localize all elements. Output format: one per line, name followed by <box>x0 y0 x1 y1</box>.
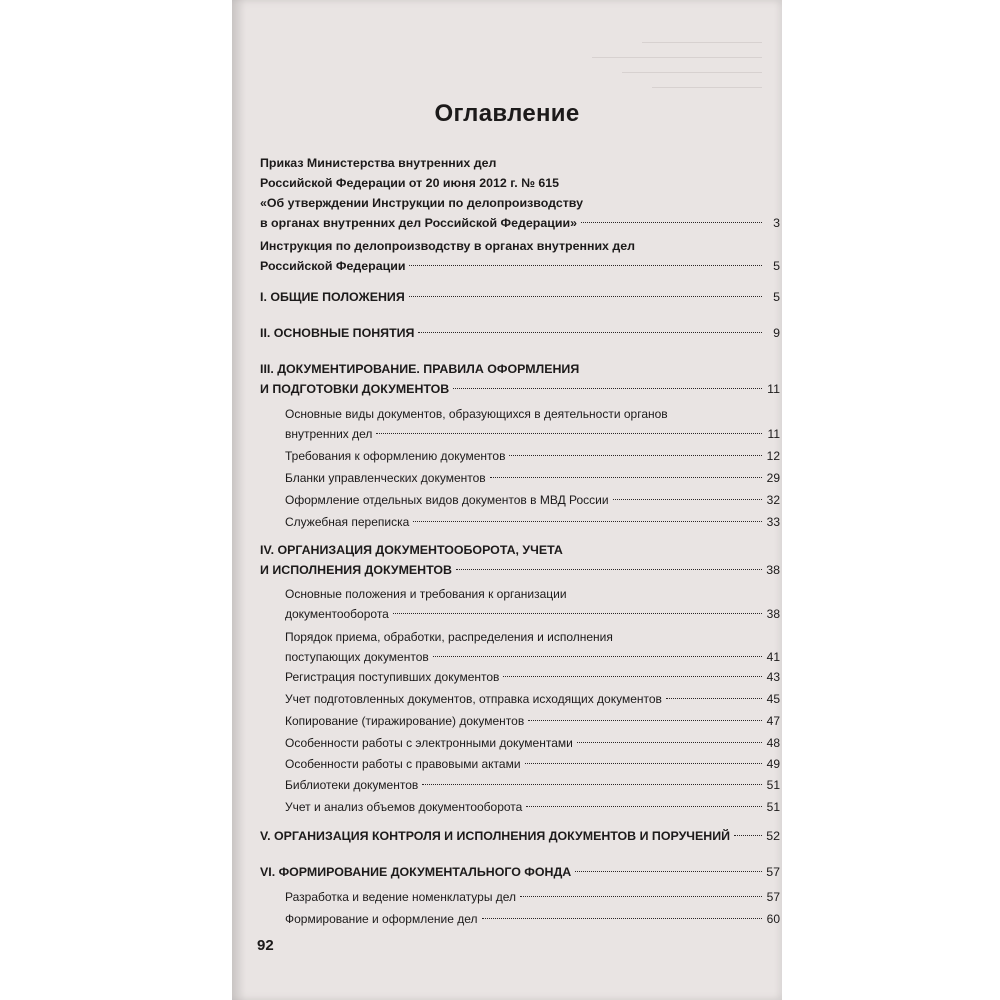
toc-entry-text: V. ОРГАНИЗАЦИЯ КОНТРОЛЯ И ИСПОЛНЕНИЯ ДОКУМЕНТОВ И ПОРУЧЕНИЙ <box>260 829 731 843</box>
dot-leader <box>509 455 762 456</box>
toc-entry-text: Инструкция по делопроизводству в органах внутренних дел <box>260 239 636 253</box>
toc-entry-text: Библиотеки документов <box>285 778 419 792</box>
toc-entry-text: Российской Федерации <box>260 259 406 273</box>
dot-leader <box>528 720 762 721</box>
dot-leader <box>613 499 762 500</box>
toc-page-number: 9 <box>773 326 780 340</box>
dot-leader <box>666 698 762 699</box>
dot-leader <box>734 835 762 836</box>
toc-page-number: 49 <box>766 757 780 771</box>
dot-leader <box>376 433 762 434</box>
book-page <box>232 0 782 1000</box>
toc-entry-text: Оформление отдельных видов документов в МВД России <box>285 493 609 507</box>
toc-page-number: 45 <box>766 692 780 706</box>
toc-page-number: 29 <box>766 471 780 485</box>
toc-entry <box>285 446 780 466</box>
dot-leader <box>433 656 762 657</box>
dot-leader <box>503 676 762 677</box>
dot-leader <box>577 742 762 743</box>
toc-entry <box>285 468 780 488</box>
toc-entry <box>285 711 780 731</box>
toc-entry-text: И ПОДГОТОВКИ ДОКУМЕНТОВ <box>260 382 450 396</box>
toc-entry-text: поступающих документов <box>285 650 429 664</box>
dot-leader <box>482 918 763 919</box>
toc-entry <box>260 236 780 276</box>
page-number: 92 <box>257 937 274 954</box>
toc-page-number: 3 <box>773 216 780 230</box>
toc-entry <box>285 909 780 929</box>
toc-entry <box>285 490 780 510</box>
show-through-text <box>562 28 762 98</box>
toc-entry <box>285 689 780 709</box>
toc-page-number: 57 <box>766 865 780 879</box>
toc-entry <box>260 287 780 307</box>
toc-page-number: 43 <box>766 670 780 684</box>
toc-page-number: 11 <box>767 427 780 441</box>
toc-page-number: 32 <box>766 493 780 507</box>
toc-entry <box>285 404 780 444</box>
dot-leader <box>520 896 762 897</box>
toc-entry <box>260 359 780 399</box>
toc-entry-text: IV. ОРГАНИЗАЦИЯ ДОКУМЕНТООБОРОТА, УЧЕТА <box>260 543 563 557</box>
toc-page-number: 51 <box>766 800 780 814</box>
toc-entry-text: И ИСПОЛНЕНИЯ ДОКУМЕНТОВ <box>260 563 452 577</box>
toc-page-number: 12 <box>766 449 780 463</box>
toc-entry-text: I. ОБЩИЕ ПОЛОЖЕНИЯ <box>260 290 405 304</box>
dot-leader <box>413 521 762 522</box>
toc-page-number: 38 <box>766 563 780 577</box>
toc-page-number: 41 <box>766 650 780 664</box>
toc-entry-text: Разработка и ведение номенклатуры дел <box>285 890 517 904</box>
toc-entry <box>285 797 780 817</box>
toc-entry-text: Копирование (тиражирование) документов <box>285 714 525 728</box>
toc-page-number: 60 <box>766 912 780 926</box>
page-title: Оглавление <box>434 100 580 127</box>
toc-entry <box>285 667 780 687</box>
dot-leader <box>393 613 762 614</box>
toc-entry <box>260 323 780 343</box>
toc-entry <box>260 540 780 580</box>
toc-entry <box>285 627 780 667</box>
toc-page-number: 11 <box>767 382 780 396</box>
toc-entry <box>260 826 780 846</box>
toc-entry <box>260 153 780 233</box>
toc-entry <box>285 733 780 753</box>
toc-entry <box>285 775 780 795</box>
toc-entry-text: Основные виды документов, образующихся в деятельности органов <box>285 407 668 421</box>
toc-entry-text: Российской Федерации от 20 июня 2012 г. № 615 <box>260 176 560 190</box>
toc-entry-text: Требования к оформлению документов <box>285 449 506 463</box>
dot-leader <box>409 296 762 297</box>
toc-entry <box>285 512 780 532</box>
toc-entry-text: Учет и анализ объемов документооборота <box>285 800 523 814</box>
toc-entry-text: III. ДОКУМЕНТИРОВАНИЕ. ПРАВИЛА ОФОРМЛЕНИЯ <box>260 362 580 376</box>
toc-page-number: 48 <box>766 736 780 750</box>
toc-entry-text: «Об утверждении Инструкции по делопроизводству <box>260 196 583 210</box>
toc-entry-text: Особенности работы с электронными документами <box>285 736 573 750</box>
dot-leader <box>453 388 762 389</box>
page-gutter-shadow <box>232 0 246 1000</box>
toc-entry-text: Регистрация поступивших документов <box>285 670 500 684</box>
toc-entry-text: Особенности работы с правовыми актами <box>285 757 521 771</box>
toc-entry-text: документооборота <box>285 607 389 621</box>
toc-entry-text: внутренних дел <box>285 427 373 441</box>
toc-entry-text: Учет подготовленных документов, отправка исходящих документов <box>285 692 662 706</box>
toc-entry-text: Формирование и оформление дел <box>285 912 478 926</box>
dot-leader <box>422 784 762 785</box>
toc-page-number: 51 <box>766 778 780 792</box>
dot-leader <box>581 222 762 223</box>
toc-entry-text: VI. ФОРМИРОВАНИЕ ДОКУМЕНТАЛЬНОГО ФОНДА <box>260 865 572 879</box>
dot-leader <box>525 763 762 764</box>
toc-page-number: 52 <box>766 829 780 843</box>
toc-page-number: 47 <box>766 714 780 728</box>
toc-entry-text: Приказ Министерства внутренних дел <box>260 156 497 170</box>
dot-leader <box>409 265 762 266</box>
toc-entry-text: II. ОСНОВНЫЕ ПОНЯТИЯ <box>260 326 415 340</box>
dot-leader <box>526 806 762 807</box>
dot-leader <box>575 871 762 872</box>
toc-entry <box>285 584 780 624</box>
toc-page-number: 5 <box>773 290 780 304</box>
toc-entry-text: Служебная переписка <box>285 515 410 529</box>
toc-entry <box>285 887 780 907</box>
toc-page-number: 33 <box>766 515 780 529</box>
toc-page-number: 57 <box>766 890 780 904</box>
toc-entry <box>285 754 780 774</box>
toc-page-number: 38 <box>766 607 780 621</box>
dot-leader <box>418 332 762 333</box>
toc-entry-text: Бланки управленческих документов <box>285 471 486 485</box>
toc-entry-text: в органах внутренних дел Российской Федерации» <box>260 216 577 230</box>
dot-leader <box>490 477 762 478</box>
dot-leader <box>456 569 762 570</box>
toc-entry-text: Порядок приема, обработки, распределения и исполнения <box>285 630 613 644</box>
toc-page-number: 5 <box>773 259 780 273</box>
toc-entry <box>260 862 780 882</box>
toc-entry-text: Основные положения и требования к организации <box>285 587 567 601</box>
